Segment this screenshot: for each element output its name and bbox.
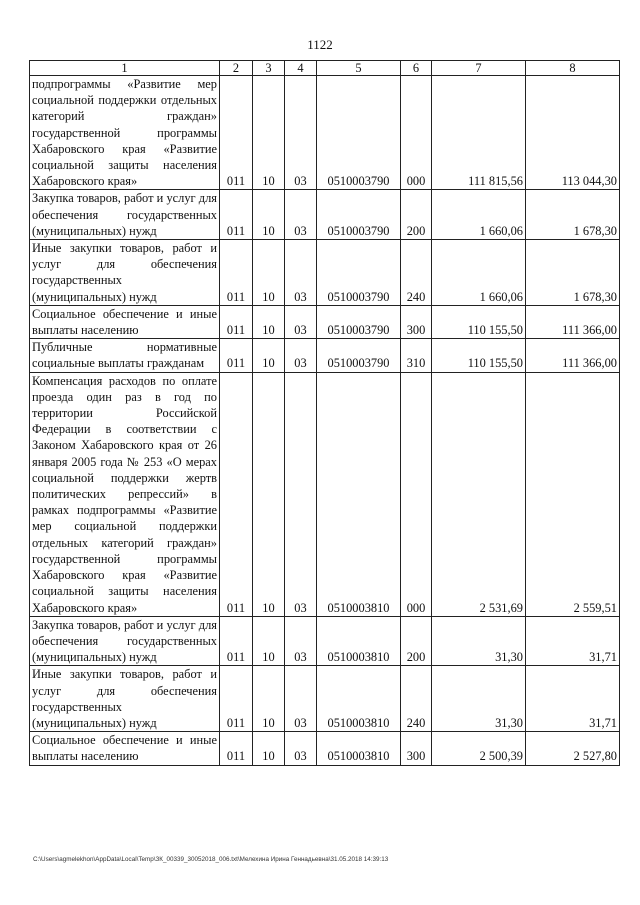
- cell-target: 0510003790: [317, 190, 401, 240]
- cell-type: 300: [401, 732, 432, 765]
- table-row: [30, 305, 620, 338]
- cell-amount-2: 1 678,30: [526, 190, 620, 240]
- table-row: [30, 339, 620, 372]
- cell-amount-1: 111 815,56: [432, 76, 526, 190]
- cell-amount-1: 110 155,50: [432, 305, 526, 338]
- cell-section: 10: [253, 372, 285, 616]
- cell-amount-1: 1 660,06: [432, 190, 526, 240]
- cell-section: 10: [253, 666, 285, 732]
- cell-target: 0510003810: [317, 666, 401, 732]
- column-header: 7: [432, 61, 526, 76]
- cell-amount-2: 2 527,80: [526, 732, 620, 765]
- cell-type: 200: [401, 190, 432, 240]
- cell-amount-2: 111 366,00: [526, 305, 620, 338]
- cell-subsection: 03: [285, 240, 317, 306]
- cell-amount-1: 2 531,69: [432, 372, 526, 616]
- row-name: Публичные нормативные социальные выплаты гражданам: [30, 339, 220, 372]
- cell-code: 011: [220, 372, 253, 616]
- table-row: [30, 732, 620, 765]
- row-name: Социальное обеспечение и иные выплаты населению: [30, 732, 220, 765]
- cell-code: 011: [220, 666, 253, 732]
- row-name: подпрограммы «Развитие мер социальной поддержки отдельных категорий граждан» государственной программы Хабаровского края «Развитие социальной защиты населения Хабаровского края»: [30, 76, 220, 190]
- cell-subsection: 03: [285, 339, 317, 372]
- cell-subsection: 03: [285, 190, 317, 240]
- column-header: 5: [317, 61, 401, 76]
- row-name: Иные закупки товаров, работ и услуг для обеспечения государственных (муниципальных) нужд: [30, 666, 220, 732]
- budget-table: [29, 60, 620, 766]
- cell-type: 240: [401, 240, 432, 306]
- cell-code: 011: [220, 732, 253, 765]
- file-path-footer: C:\Users\agmelekhon\AppData\Local\Temp\ЗК_00339_30052018_006.txt\Мелехина Ирина Геннадьевна\31.05.2018 14:39:13: [33, 856, 389, 863]
- column-header: 3: [253, 61, 285, 76]
- cell-amount-2: 1 678,30: [526, 240, 620, 306]
- cell-section: 10: [253, 616, 285, 666]
- table-row: [30, 616, 620, 666]
- cell-code: 011: [220, 339, 253, 372]
- cell-target: 0510003810: [317, 616, 401, 666]
- table-row: [30, 372, 620, 616]
- column-header: 1: [30, 61, 220, 76]
- row-name: Иные закупки товаров, работ и услуг для обеспечения государственных (муниципальных) нужд: [30, 240, 220, 306]
- cell-target: 0510003810: [317, 732, 401, 765]
- cell-target: 0510003790: [317, 76, 401, 190]
- table-row: [30, 76, 620, 190]
- row-name: Социальное обеспечение и иные выплаты населению: [30, 305, 220, 338]
- cell-code: 011: [220, 305, 253, 338]
- cell-subsection: 03: [285, 616, 317, 666]
- cell-amount-2: 31,71: [526, 666, 620, 732]
- cell-type: 000: [401, 76, 432, 190]
- cell-target: 0510003790: [317, 339, 401, 372]
- cell-type: 240: [401, 666, 432, 732]
- cell-target: 0510003790: [317, 240, 401, 306]
- cell-amount-2: 111 366,00: [526, 339, 620, 372]
- cell-section: 10: [253, 339, 285, 372]
- cell-target: 0510003810: [317, 372, 401, 616]
- cell-subsection: 03: [285, 666, 317, 732]
- table-header-row: [30, 61, 620, 76]
- cell-type: 300: [401, 305, 432, 338]
- cell-subsection: 03: [285, 76, 317, 190]
- cell-type: 200: [401, 616, 432, 666]
- cell-type: 310: [401, 339, 432, 372]
- cell-section: 10: [253, 190, 285, 240]
- cell-amount-1: 1 660,06: [432, 240, 526, 306]
- cell-amount-2: 2 559,51: [526, 372, 620, 616]
- cell-amount-2: 31,71: [526, 616, 620, 666]
- cell-subsection: 03: [285, 305, 317, 338]
- column-header: 2: [220, 61, 253, 76]
- table-row: [30, 190, 620, 240]
- cell-amount-1: 31,30: [432, 616, 526, 666]
- cell-type: 000: [401, 372, 432, 616]
- cell-code: 011: [220, 240, 253, 306]
- cell-section: 10: [253, 732, 285, 765]
- cell-amount-1: 110 155,50: [432, 339, 526, 372]
- cell-code: 011: [220, 190, 253, 240]
- row-name: Закупка товаров, работ и услуг для обеспечения государственных (муниципальных) нужд: [30, 190, 220, 240]
- column-header: 6: [401, 61, 432, 76]
- cell-amount-1: 2 500,39: [432, 732, 526, 765]
- column-header: 8: [526, 61, 620, 76]
- table-row: [30, 240, 620, 306]
- cell-section: 10: [253, 305, 285, 338]
- cell-amount-1: 31,30: [432, 666, 526, 732]
- row-name: Закупка товаров, работ и услуг для обеспечения государственных (муниципальных) нужд: [30, 616, 220, 666]
- cell-subsection: 03: [285, 732, 317, 765]
- table-row: [30, 666, 620, 732]
- cell-code: 011: [220, 76, 253, 190]
- column-header: 4: [285, 61, 317, 76]
- cell-section: 10: [253, 240, 285, 306]
- cell-subsection: 03: [285, 372, 317, 616]
- cell-target: 0510003790: [317, 305, 401, 338]
- cell-code: 011: [220, 616, 253, 666]
- row-name: Компенсация расходов по оплате проезда один раз в год по территории Российской Федерации в соответствии с Законом Хабаровского края от 26 января 2005 года № 253 «О мерах социальной поддержки жертв политических репрессий» в рамках подпрограммы «Развитие мер социальной поддержки отдельных категорий граждан» государственной программы Хабаровского края «Развитие социальной защиты населения Хабаровского края»: [30, 372, 220, 616]
- cell-section: 10: [253, 76, 285, 190]
- page-number: 1122: [307, 37, 333, 52]
- cell-amount-2: 113 044,30: [526, 76, 620, 190]
